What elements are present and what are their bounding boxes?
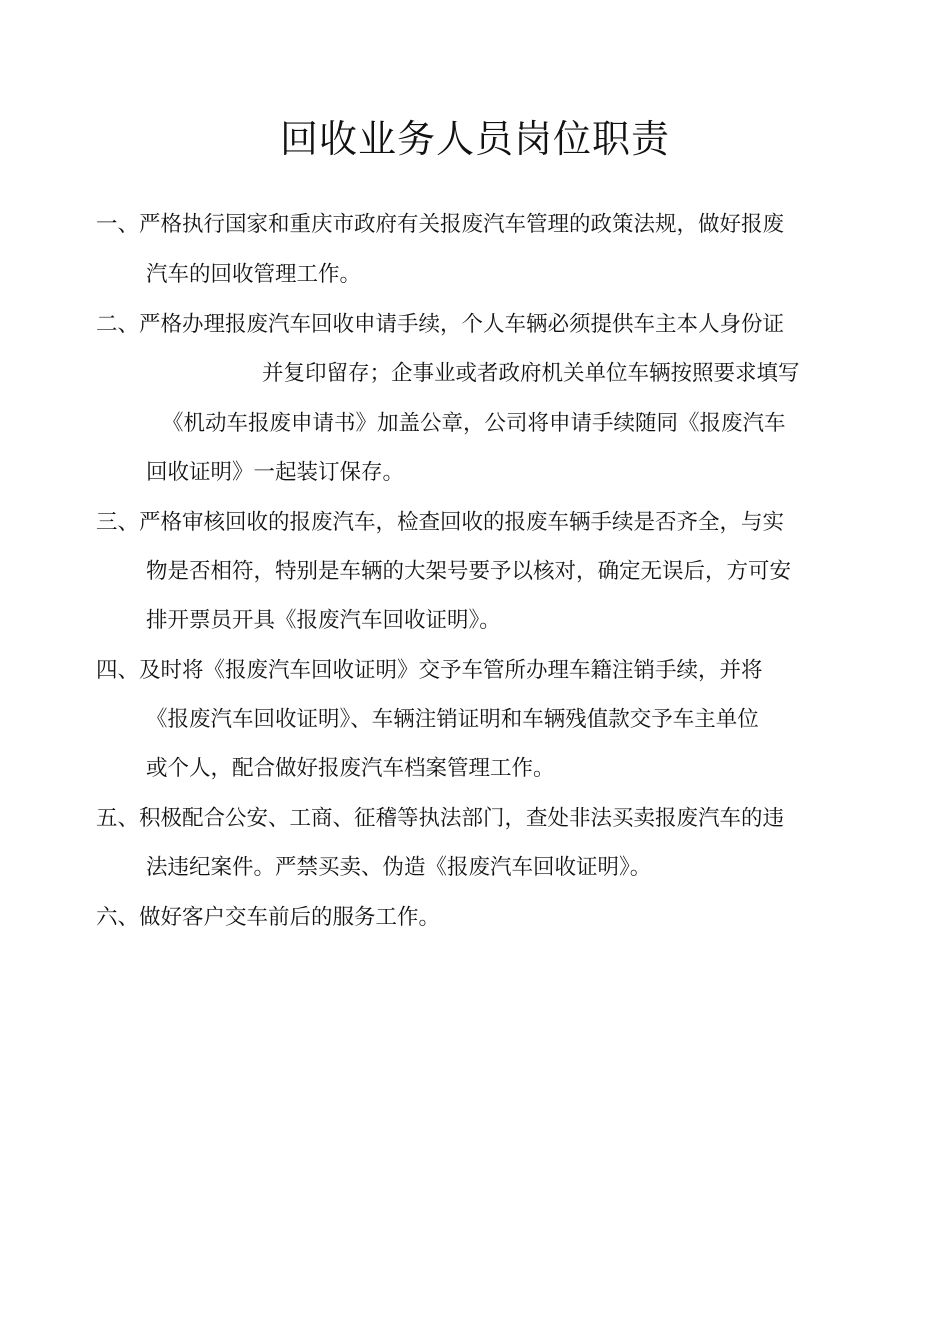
paragraph-3-line-3: 排开票员开具《报废汽车回收证明》。	[146, 608, 501, 633]
paragraph-6-line-1: 六、做好客户交车前后的服务工作。	[96, 905, 441, 930]
paragraph-2-line-2: 并复印留存；企事业或者政府机关单位车辆按照要求填写	[262, 361, 800, 386]
document-title: 回收业务人员岗位职责	[279, 117, 670, 161]
paragraph-3-line-2: 物是否相符，特别是车辆的大架号要予以核对，确定无误后，方可安	[146, 559, 792, 584]
paragraph-3-line-1: 三、严格审核回收的报废汽车，检查回收的报废车辆手续是否齐全，与实	[96, 510, 785, 535]
paragraph-1-line-2: 汽车的回收管理工作。	[146, 262, 362, 287]
paragraph-2-line-3: 《机动车报废申请书》加盖公章，公司将申请手续随同《报废汽车	[162, 411, 786, 436]
paragraph-2-line-4: 回收证明》一起装订保存。	[146, 460, 405, 485]
paragraph-4-line-2: 《报废汽车回收证明》、车辆注销证明和车辆残值款交予车主单位	[146, 707, 759, 732]
paragraph-4-line-3: 或个人，配合做好报废汽车档案管理工作。	[146, 756, 555, 781]
paragraph-5-line-2: 法违纪案件。严禁买卖、伪造《报废汽车回收证明》。	[146, 855, 652, 880]
paragraph-4-line-1: 四、及时将《报废汽车回收证明》交予车管所办理车籍注销手续，并将	[96, 658, 763, 683]
paragraph-5-line-1: 五、积极配合公安、工商、征稽等执法部门，查处非法买卖报废汽车的违	[96, 806, 785, 831]
paragraph-2-line-1: 二、严格办理报废汽车回收申请手续，个人车辆必须提供车主本人身份证	[96, 312, 785, 337]
paragraph-1-line-1: 一、严格执行国家和重庆市政府有关报废汽车管理的政策法规，做好报废	[96, 212, 785, 237]
